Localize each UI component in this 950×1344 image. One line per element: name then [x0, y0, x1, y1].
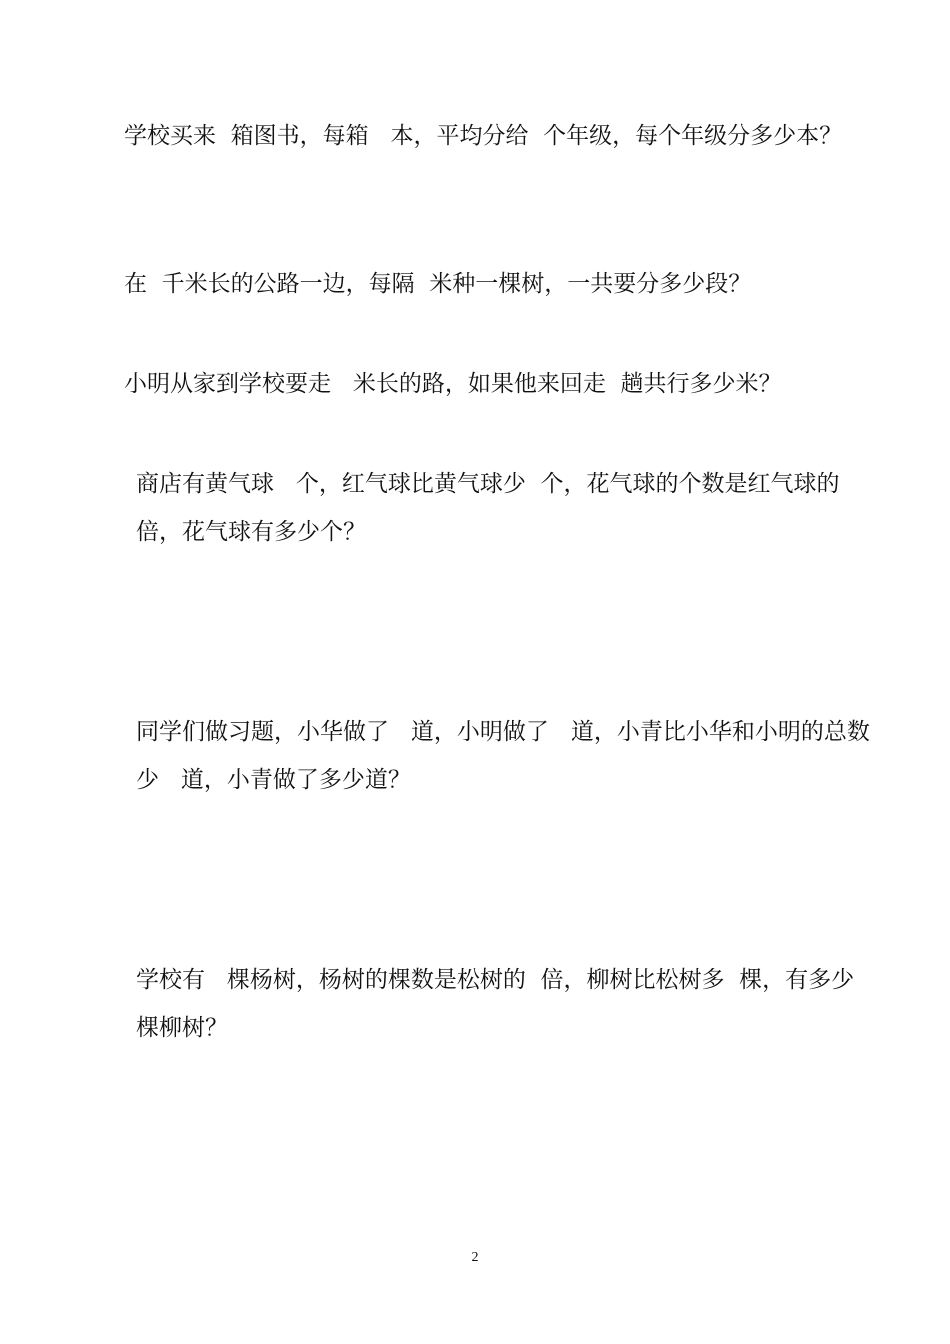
word-problem-4: 商店有黄气球 个，红气球比黄气球少 个，花气球的个数是红气球的 倍，花气球有多少个？	[136, 471, 855, 545]
word-problem-6: 学校有 棵杨树，杨树的棵数是松树的 倍，柳树比松树多 棵，有多少棵柳树？	[136, 967, 855, 1041]
page-number: 2	[471, 1250, 479, 1265]
word-problem-5: 同学们做习题，小华做了 道，小明做了 道，小青比小华和小明的总数少 道，小青做了多少道？	[136, 719, 870, 793]
word-problem-1: 学校买来 箱图书，每箱 本，平均分给 个年级，每个年级分多少本？	[124, 123, 843, 149]
word-problem-3: 小明从家到学校要走 米长的路，如果他来回走 趟共行多少米？	[124, 371, 782, 397]
word-problem-2: 在 千米长的公路一边，每隔 米种一棵树，一共要分多少段？	[124, 271, 752, 297]
